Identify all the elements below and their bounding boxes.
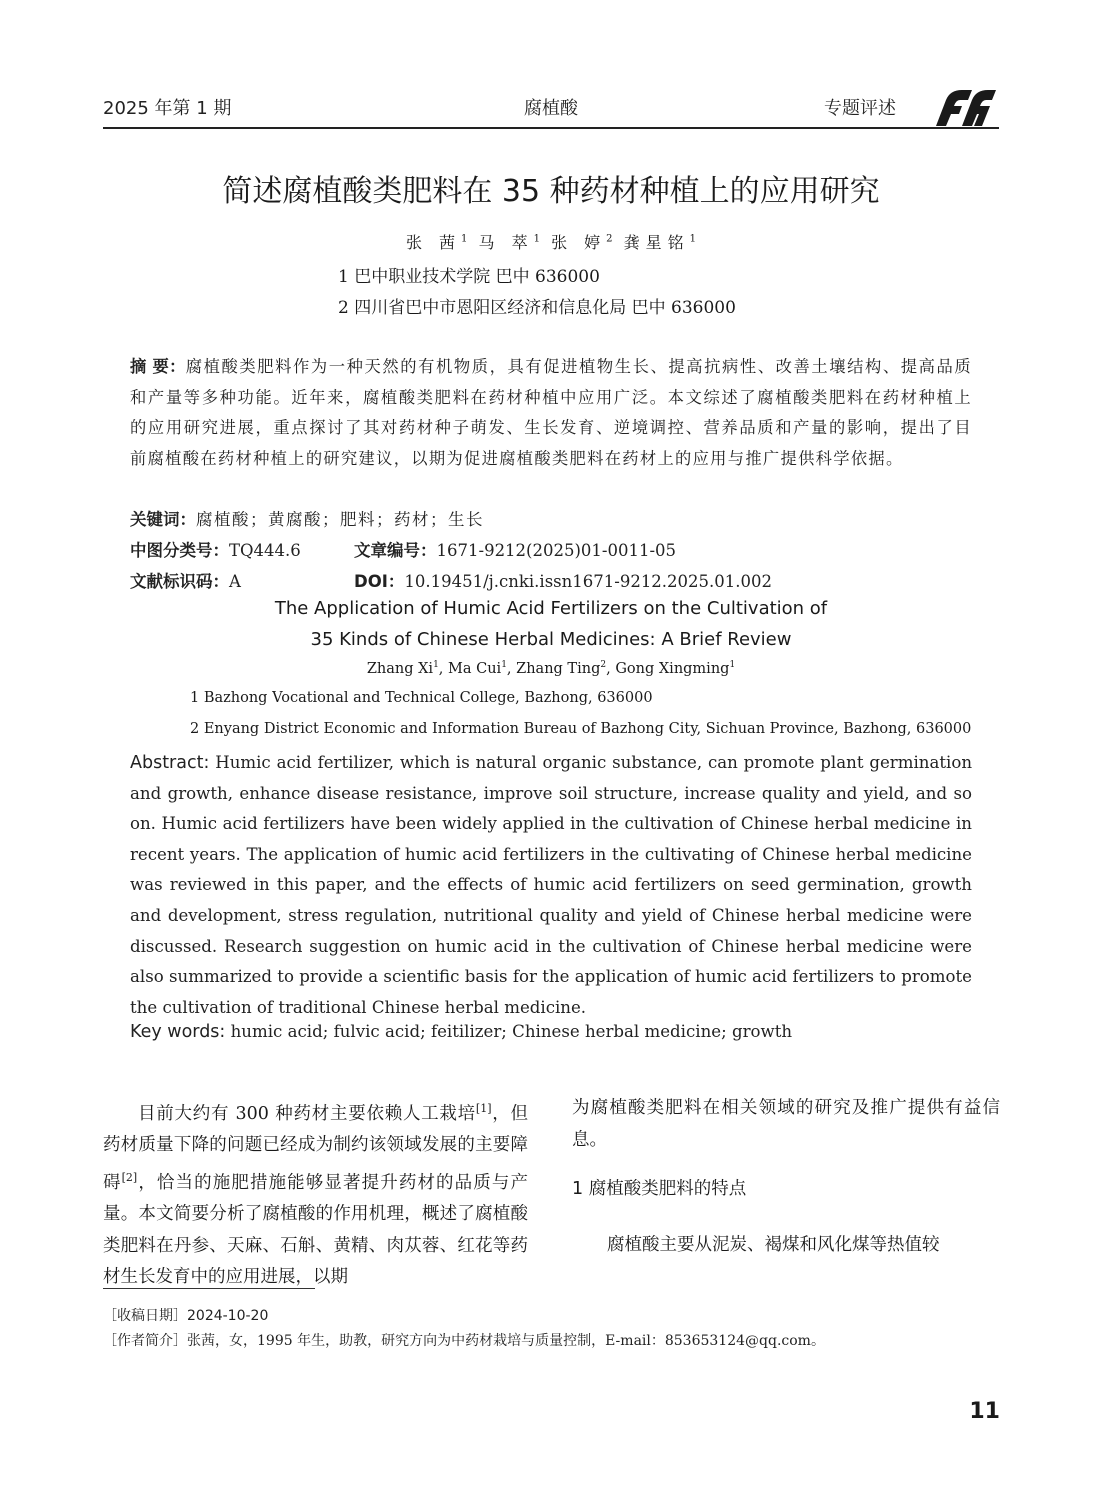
article-number-value: 1671-9212(2025)01-0011-05	[436, 541, 677, 560]
en-author-name: Ma Cui	[448, 660, 502, 677]
en-abstract	[130, 748, 972, 1023]
cn-abstract-label: 摘 要：	[130, 357, 186, 376]
en-author-name: Zhang Xi	[366, 660, 434, 677]
body-text: ，恰当的施肥措施能够显著提升药材的品质与产量。本文简要分析了腐植酸的作用机理，概述了腐植酸类肥料在丹参、天麻、石斛、黄精、肉苁蓉、红花等药材生长发育中的应用进展，以期	[103, 1172, 528, 1288]
author-name: 张 婷	[551, 233, 607, 252]
classification-label: 中图分类号：	[130, 541, 229, 560]
body-paragraph	[103, 1093, 528, 1294]
issue-label: 2025 年第 1 期	[103, 98, 232, 119]
author-bio-label: ［作者简介］	[103, 1333, 187, 1349]
en-author-mark: 1	[729, 660, 736, 670]
en-author-mark: 2	[600, 660, 607, 670]
en-title-line-2: 35 Kinds of Chinese Herbal Medicines: A Brief Review	[310, 629, 792, 650]
page-number: 11	[969, 1399, 1000, 1424]
received-date	[103, 1305, 268, 1325]
author-name: 马 萃	[478, 233, 534, 252]
author-bio	[103, 1330, 825, 1350]
citation: [1]	[475, 1102, 492, 1115]
received-date-value: 2024-10-20	[187, 1308, 269, 1324]
body-paragraph: 为腐植酸类肥料在相关领域的研究及推广提供有益信息。	[572, 1098, 1000, 1150]
author-name: 张 茜	[405, 233, 462, 252]
cn-keywords	[130, 506, 484, 530]
classification	[130, 537, 301, 561]
cn-abstract-text: 腐植酸类肥料作为一种天然的有机物质，具有促进植物生长、提高抗病性、改善土壤结构、提高品质和产量等多种功能。近年来，腐植酸类肥料在药材种植中应用广泛。本文综述了腐植酸类肥料在药材种植上的应用研究进展，重点探讨了其对药材种子萌发、生长发育、逆境调控、营养品质和产量的影响，提出了目前腐植酸在药材种植上的研究建议，以期为促进腐植酸类肥料在药材上的应用与推广提供科学依据。	[130, 357, 972, 468]
en-author-sep: ,	[606, 660, 616, 677]
document-code-value: A	[229, 572, 241, 591]
en-abstract-label: Abstract:	[130, 753, 210, 773]
footnote-rule	[103, 1288, 315, 1289]
body-text: ，但药材质量下降的问题已经成为制约该领域发展的主要障碍	[103, 1103, 529, 1193]
en-affiliation-2: 2 Enyang District Economic and Information Bureau of Bazhong City, Sichuan Province, Bazhong, 636000	[190, 721, 972, 737]
en-author-sep: ,	[506, 660, 517, 677]
column-name: 专题评述	[824, 98, 896, 119]
author-name: 龚星铭	[623, 233, 690, 252]
received-date-label: ［收稿日期］	[103, 1308, 187, 1324]
en-author-mark: 1	[501, 660, 507, 670]
body-paragraph: 腐植酸主要从泥炭、褐煤和风化煤等热值较	[607, 1234, 940, 1255]
en-keywords	[130, 1022, 972, 1042]
classification-value: TQ444.6	[229, 541, 301, 560]
author-bio-text: 张茜，女，1995 年生，助教，研究方向为中药材栽培与质量控制，E-mail：853653124@qq.com。	[187, 1333, 825, 1349]
section-heading: 1 腐植酸类肥料的特点	[572, 1179, 747, 1199]
en-keywords-label: Key words:	[130, 1022, 226, 1042]
en-author-mark: 1	[433, 660, 439, 670]
en-affiliation-1: 1 Bazhong Vocational and Technical College, Bazhong, 636000	[190, 690, 653, 706]
affiliation-2: 2 四川省巴中市恩阳区经济和信息化局 巴中 636000	[338, 298, 736, 318]
cn-keywords-label: 关键词：	[130, 510, 196, 529]
header-rule	[103, 127, 999, 129]
en-author-list	[0, 660, 1102, 677]
document-code	[130, 568, 241, 592]
en-author-name: Gong Xingming	[615, 660, 730, 677]
document-code-label: 文献标识码：	[130, 572, 229, 591]
author-mark: 1	[461, 233, 468, 245]
en-abstract-text: Humic acid fertilizer, which is natural organic substance, can promote plant germination and growth, enhance disease resistance, improve soil structure, increase quality and yield, and so on. Humic acid fertilizers have been widely applied in the cultivation of Chinese herbal medicine in recent years. The application of humic acid fertilizers in the cultivating of Chinese herbal medicine was reviewed in this paper, and the effects of humic acid fertilizers on seed germination, growth and development, stress regulation, nutritional quality and yield of Chinese herbal medicine were discussed. Research suggestion on humic acid in the cultivation of Chinese herbal medicine were also summarized to provide a scientific basis for the application of humic acid fertilizers to promote the cultivation of traditional Chinese herbal medicine.	[130, 753, 972, 1017]
affiliation-1: 1 巴中职业技术学院 巴中 636000	[338, 267, 600, 287]
article-number	[354, 537, 676, 561]
paper-title: 简述腐植酸类肥料在 35 种药材种植上的应用研究	[222, 174, 880, 209]
article-number-label: 文章编号：	[354, 541, 437, 560]
cn-keywords-text: 腐植酸；黄腐酸；肥料；药材；生长	[196, 510, 484, 529]
citation: [2]	[121, 1170, 138, 1184]
body-right-column	[572, 1093, 1000, 1261]
author-list	[0, 230, 1102, 253]
author-mark: 1	[689, 233, 697, 245]
doi	[354, 568, 772, 592]
doi-label: DOI：	[354, 572, 405, 591]
author-mark: 1	[533, 233, 540, 245]
body-text: 目前大约有 300 种药材主要依赖人工栽培	[138, 1103, 476, 1124]
en-author-name: Zhang Ting	[516, 660, 601, 677]
author-mark: 2	[606, 233, 613, 245]
journal-logo-icon	[932, 86, 998, 128]
cn-abstract	[130, 352, 972, 474]
body-left-column	[103, 1093, 528, 1294]
journal-name: 腐植酸	[524, 98, 578, 119]
en-title-line-1: The Application of Humic Acid Fertilizers on the Cultivation of	[274, 598, 828, 619]
en-keywords-text: humic acid; fulvic acid; feitilizer; Chinese herbal medicine; growth	[230, 1022, 793, 1041]
doi-value: 10.19451/j.cnki.issn1671-9212.2025.01.002	[404, 572, 773, 591]
en-author-sep: ,	[438, 660, 449, 677]
